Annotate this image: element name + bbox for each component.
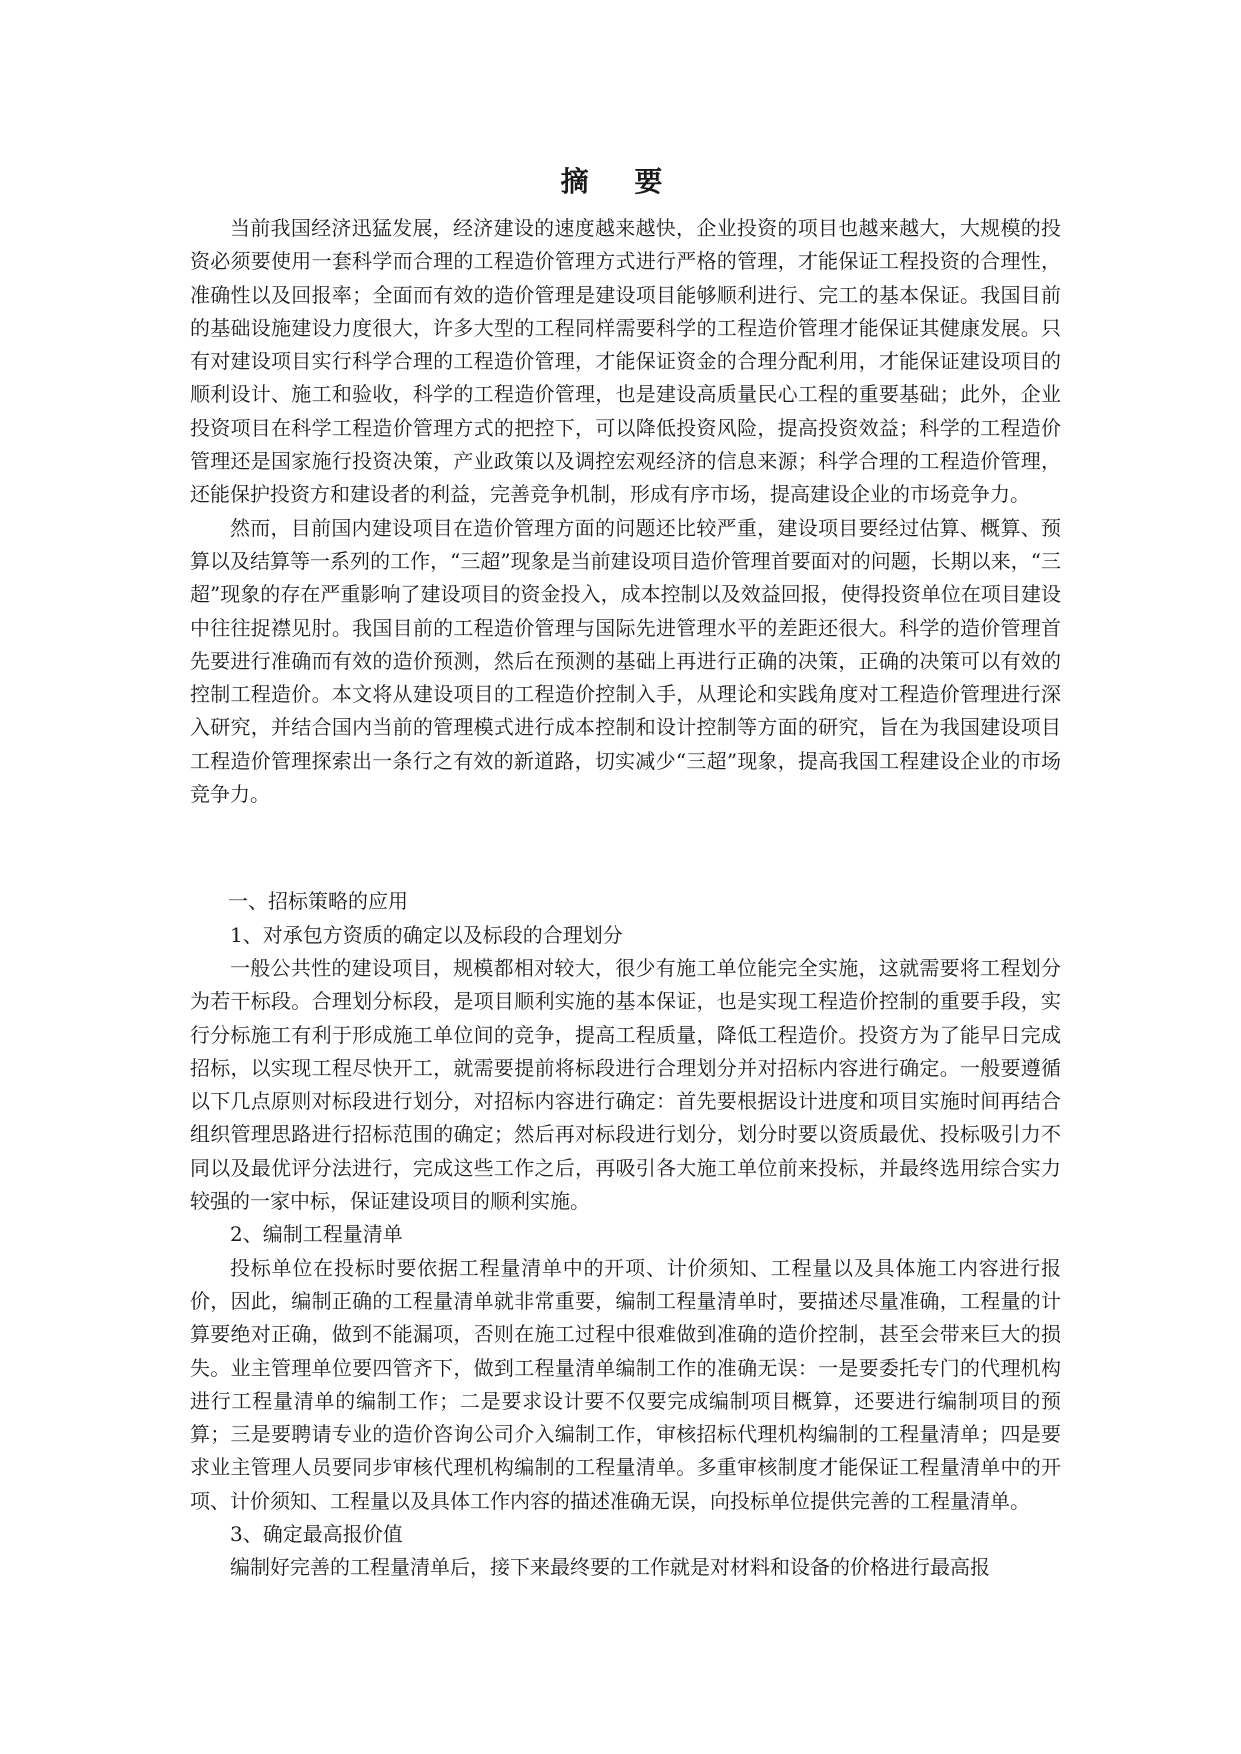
subsection-heading-1: 1、对承包方资质的确定以及标段的合理划分	[230, 922, 623, 947]
abstract-paragraph-1: 当前我国经济迅猛发展，经济建设的速度越来越快，企业投资的项目也越来越大，大规模的投资必须要使用一套科学而合理的工程造价管理方式进行严格的管理，才能保证工程投资的合理性，准确性以及回报率；全面而有效的造价管理是建设项目能够顺利进行、完工的基本保证。我国目前的基础设施建设力度很大，许多大型的工程同样需要科学的工程造价管理才能保证其健康发展。只有对建设项目实行科学合理的工程造价管理，才能保证资金的合理分配利用，才能保证建设项目的顺利设计、施工和验收，科学的工程造价管理，也是建设高质量民心工程的重要基础；此外，企业投资项目在科学工程造价管理方式的把控下，可以降低投资风险，提高投资效益；科学的工程造价管理还是国家施行投资决策，产业政策以及调控宏观经济的信息来源；科学合理的工程造价管理，还能保护投资方和建设者的利益，完善竞争机制，形成有序市场，提高建设企业的市场竞争力。	[190, 216, 1061, 507]
subsection-paragraph-2: 投标单位在投标时要依据工程量清单中的开项、计价须知、工程量以及具体施工内容进行报价，因此，编制正确的工程量清单就非常重要，编制工程量清单时，要描述尽量准确，工程量的计算要绝对正确，做到不能漏项，否则在施工过程中很难做到准确的造价控制，甚至会带来巨大的损失。业主管理单位要四管齐下，做到工程量清单编制工作的准确无误：一是要委托专门的代理机构进行工程量清单的编制工作；二是要求设计要不仅要完成编制项目概算，还要进行编制项目的预算；三是要聘请专业的造价咨询公司介入编制工作，审核招标代理机构编制的工程量清单；四是要求业主管理人员要同步审核代理机构编制的工程量清单。多重审核制度才能保证工程量清单中的开项、计价须知、工程量以及具体工作内容的描述准确无误，向投标单位提供完善的工程量清单。	[190, 1255, 1061, 1513]
page-title: 摘 要	[560, 165, 681, 198]
subsection-paragraph-3: 编制好完善的工程量清单后，接下来最终要的工作就是对材料和设备的价格进行最高报	[230, 1555, 990, 1580]
subsection-heading-3: 3、确定最高报价值	[230, 1521, 403, 1546]
subsection-paragraph-1: 一般公共性的建设项目，规模都相对较大，很少有施工单位能完全实施，这就需要将工程划分为若干标段。合理划分标段，是项目顺利实施的基本保证，也是实现工程造价控制的重要手段，实行分标施工有利于形成施工单位间的竞争，提高工程质量，降低工程造价。投资方为了能早日完成招标，以实现工程尽快开工，就需要提前将标段进行合理划分并对招标内容进行确定。一般要遵循以下几点原则对标段进行划分，对招标内容进行确定：首先要根据设计进度和项目实施时间再结合组织管理思路进行招标范围的确定；然后再对标段进行划分，划分时要以资质最优、投标吸引力不同以及最优评分法进行，完成这些工作之后，再吸引各大施工单位前来投标，并最终选用综合实力较强的一家中标，保证建设项目的顺利实施。	[190, 955, 1061, 1214]
document-body	[190, 212, 1061, 1585]
subsection-heading-2: 2、编制工程量清单	[230, 1222, 403, 1247]
section-spacer	[190, 811, 1061, 885]
section-heading: 一、招标策略的应用	[228, 889, 408, 914]
abstract-paragraph-2: 然而，目前国内建设项目在造价管理方面的问题还比较严重，建设项目要经过估算、概算、预算以及结算等一系列的工作，“三超”现象是当前建设项目造价管理首要面对的问题，长期以来，“三超”现象的存在严重影响了建设项目的资金投入，成本控制以及效益回报，使得投资单位在项目建设中往往捉襟见肘。我国目前的工程造价管理与国际先进管理水平的差距还很大。科学的造价管理首先要进行准确而有效的造价预测，然后在预测的基础上再进行正确的决策，正确的决策可以有效的控制工程造价。本文将从建设项目的工程造价控制入手，从理论和实践角度对工程造价管理进行深入研究，并结合国内当前的管理模式进行成本控制和设计控制等方面的研究，旨在为我国建设项目工程造价管理探索出一条行之有效的新道路，切实减少“三超”现象，提高我国工程建设企业的市场竞争力。	[190, 515, 1061, 807]
